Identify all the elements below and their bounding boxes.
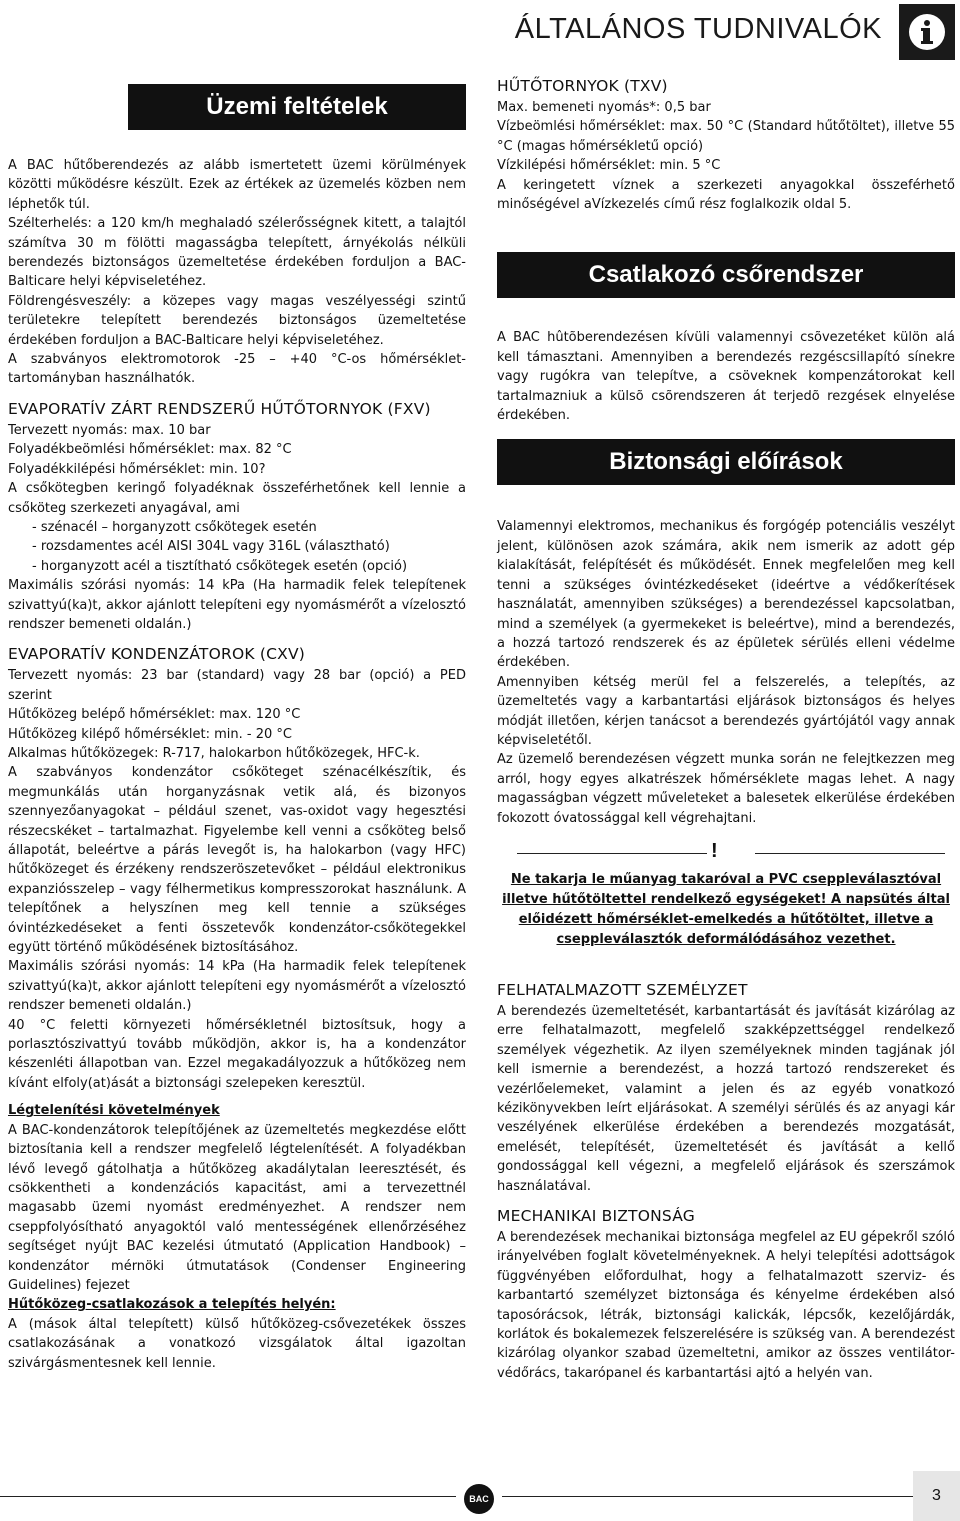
safety-paragraph-1: Valamennyi elektromos, mechanikus és forgógép potenciális veszélyt jelent, különösen azok számára, akik nem ismerik az adott gép kialakítását, felépítését és működését. Ennek megfelelően meg kell tenni a szükséges óvintézkedéseket (ideértve a védőkerítések használatát, amennyiben szükséges) a berendezéssel kapcsolatban, mind a személyek (a gyermekeket is beleértve), mind a berendezés, a hozzá tartozó rendszerek és az épületek sérülés elleni védelme érdekében.	[497, 519, 955, 671]
cxv-line-4: Alkalmas hűtőközegek: R-717, halokarbon hűtőközegek, HFC-k.	[8, 745, 420, 761]
cxv-line-1: Tervezett nyomás: 23 bar (standard) vagy 28 bar (opció) a PED szerint	[8, 668, 466, 703]
txv-heading: HŰTŐTORNYOK (TXV)	[497, 77, 668, 95]
fxv-line-1: Tervezett nyomás: max. 10 bar	[8, 422, 211, 438]
motors-paragraph: A szabványos elektromotorok -25 – +40 °C-os hőmérséklet-tartományban használhatók.	[8, 352, 466, 387]
mechanical-safety-paragraph: A berendezések mechanikai biztonsága megfelel az EU gépekről szóló irányelvében foglalt követelményeknek. A helyi telepítési adottságok függvényében előfordulhat, hogy a felhatalmazott szerviz- és karbantartó személyzet biztonsága és kényelme érdekében alsó taposórácsok, létrák, biztonsági kalickák, lépcsők, kezelőjárdák, korlátok és bokalemezek felszerelésére is szükség van. A berendezést kizárólag olyankor szabad üzemeltetni, amikor az összes ventilátor-védőrács, takarópanel és karbantartási ajtó a helyén van.	[497, 1230, 955, 1381]
section-heading-operating-conditions: Üzemi feltételek	[128, 84, 466, 130]
piping-paragraph: A BAC hûtõberendezésen kívüli valamennyi csõvezetéket külön alá kell támasztani. Amennyiben a berendezés rezgéscsillapító sínekre vagy rugókra van telepítve, a csöveknek kompenzátorokat kell tartalmazniuk a külsõ csõrendszeren át terjedõ rezgések elnyelése érdekében.	[497, 330, 955, 424]
cxv-line-3: Hűtőközeg kilépő hőmérséklet: min. - 20 °C	[8, 726, 292, 742]
right-column	[497, 76, 955, 1383]
mechanical-safety-heading: MECHANIKAI BIZTONSÁG	[497, 1207, 695, 1226]
info-icon-graphic	[907, 12, 947, 52]
wind-paragraph: Szélterhelés: a 120 km/h meghaladó szélerősségnek kitett, a talajtól számítva 30 m fölötti magasságba telepített, árnyékolás nélküli berendezés biztonságos üzemeltetése érdekében forduljon a BAC-Balticare helyi képviseletéhez.	[8, 216, 466, 290]
fxv-line-2: Folyadékbeömlési hőmérséklet: max. 82 °C	[8, 442, 292, 458]
venting-paragraph: A BAC-kondenzátorok telepítőjének az üzemeltetés megkezdése előtt biztosítania kell a rendszer megfelelő légtelenítését. A folyadékban lévő levegő gátolhatja a hűtőközeg akadálytalan leeresztését, és csökkentheti a kondenzációs kapacitást, ami a tervezettnél magasabb üzemi nyomást eredményezhet. A rendszer nem cseppfolyósítható anyagoktól való mentességének ellenőrzéséhez segítséget nyújt BAC kezelési útmutató (Application Handbook) – kondenzátor mérnöki útmutatások (Condenser Engineering Guidelines) fejezet	[8, 1122, 466, 1293]
warning-icon: !	[711, 839, 718, 862]
warning-divider	[497, 839, 955, 864]
staff-paragraph: A berendezés üzemeltetését, karbantartását és javítását kizárólag az erre felhatalmazott, megfelelő szakképzettséggel rendelkező személyek végezhetik. Az ilyen személyeknek minden tagjának jól kell ismernie a berendezést, a hozzá tartozó rendszereket és vezérlőelemeket, valamint a jelen és az egyéb vonatkozó kézikönyvekben leírt eljárásokat. A személyi sérülés és az anyagi kár veszélyének elkerülése érdekében a berendezés mozgatását, emelését, telepítését, üzemeltetését és javítását a kellő gondossággal kell végezni, a megfelelő eljárások és szerszámok használatával.	[497, 1003, 955, 1194]
info-icon	[899, 4, 955, 60]
warning-divider-right	[755, 853, 945, 854]
staff-heading: FELHATALMAZOTT SZEMÉLYZET	[497, 980, 748, 999]
left-column	[8, 76, 466, 1373]
cxv-paragraph-2: Maximális szórási nyomás: 14 kPa (Ha harmadik felek telepítenek szivattyú(ka)t, akkor ajánlott telepíteni egy nyomásmérőt a vízelosztó rendszer bemeneti oldalán.)	[8, 959, 466, 1014]
fxv-dash-2: - rozsdamentes acél AISI 304L vagy 316L (választható)	[32, 539, 390, 555]
fxv-dash-3: - horganyzott acél a tisztítható csőkötegek esetén (opció)	[32, 558, 408, 574]
fxv-paragraph-1: A csőkötegben keringő folyadéknak összeférhetőnek kell lennie a csőköteg szerkezeti anyagával, ami	[8, 481, 466, 516]
page-header-title: ÁLTALÁNOS TUDNIVALÓK	[514, 13, 882, 45]
bac-logo: BAC	[464, 1484, 494, 1514]
fxv-dash-1: - szénacél – horganyzott csőkötegek esetén	[32, 519, 317, 535]
section-heading-piping: Csatlakozó csőrendszer	[497, 252, 955, 298]
safety-paragraph-2: Amennyiben kétség merül fel a felszerelés, a telepítés, az üzemeltetés vagy a karbantartási eljárások biztonságos és helyes módját illetően, kérjen tanácsot a berendezés gyártójától vagy annak képviseletétől.	[497, 674, 955, 748]
fxv-paragraph-2: Maximális szórási nyomás: 14 kPa (Ha harmadik felek telepítenek szivattyú(ka)t, akkor ajánlott telepíteni egy nyomásmérőt a vízelosztó rendszer bemeneti oldalán.)	[8, 578, 466, 632]
venting-heading: Légtelenítési követelmények	[8, 1103, 220, 1119]
txv-line-2: Vízbeömlési hőmérséklet: max. 50 °C (Standard hűtőtöltet), illetve 55 °C (magas hőmérsékletű opció)	[497, 119, 955, 154]
page-number: 3	[913, 1471, 960, 1521]
safety-paragraph-3: Az üzemelő berendezésen végzett munka során ne felejtkezzen meg arról, hogy egyes alkatrészek hőmérséklete magas lehet. A nagy magasságban végzett műveleteket a balesetek elkerülése érdekében fokozott óvatossággal kell végrehajtani.	[497, 752, 955, 826]
footer-rule-right	[502, 1496, 913, 1497]
txv-paragraph: A keringetett víznek a szerkezeti anyagokkal összeférhető minőségével aVízkezelés című rész foglalkozik oldal 5.	[497, 177, 955, 213]
section-heading-safety: Biztonsági előírások	[497, 439, 955, 485]
connections-paragraph: A (mások által telepített) külső hűtőközeg-csővezetékek összes csatlakozásának a vonatkozó vizsgálatok által igazoltan szivárgásmentesnek kell lennie.	[8, 1316, 466, 1371]
cxv-line-2: Hűtőközeg belépő hőmérséklet: max. 120 °C	[8, 707, 301, 723]
warning-text: Ne takarja le műanyag takaróval a PVC csepplevál​asztóval illetve hűtőtöltettel rendelkező egységeket! A napsütés által előidézett hőmérséklet-emelkedés a hűtőtöltet, illetve a csepplevál​asztók deformálódásához vezethet.	[502, 871, 950, 947]
cxv-heading: EVAPORATÍV KONDENZÁTOROK (CXV)	[8, 645, 305, 664]
connections-heading: Hűtőközeg-csatlakozások a telepítés helyén:	[8, 1297, 336, 1313]
txv-line-3: Vízkilépési hőmérséklet: min. 5 °C	[497, 158, 721, 174]
cxv-paragraph-1: A szabványos kondenzátor csőköteget szénacélkészítik, és megmunkálás után horganyzásnak vetik alá, és bizonyos szennyezőanyagokat – például szenet, vas-oxidot vagy hegesztési részecskéket – tartalmazhat. Figyelembe kell venni a csőköteg belső állapotát, beleértve a párás levegőt is, ha halokarbon (vagy HFC) hűtőközeget és érzékeny rendszeröszetevőket – például elektronikus expanziósszelep – vagy félhermetikus kompresszorokat használunk. A telepítőnek a helyszínen meg kell tennie a szükséges óvintézkedéseket a fenti összetevők kondenzátor-csőkötegekkel együtt történő működésének biztosításához.	[8, 765, 466, 956]
txv-line-1: Max. bemeneti nyomás*: 0,5 bar	[497, 100, 711, 115]
warning-divider-left	[517, 853, 707, 854]
intro-paragraph: A BAC hűtőberendezés az alább ismertetett üzemi körülmények közötti működésre készült. Ezek az értékek az üzemelés közben nem léphetők túl.	[8, 158, 466, 212]
cxv-paragraph-3: 40 °C feletti környezeti hőmérsékletnél biztosítsuk, hogy a porlasztószivattyú tovább működjön, akkor is, ha a kondenzátor készenléti állapotban van. Ezzel megakadályozzuk a hűtőközeg nem kívánt elfoly(at)ását a biztonsági szelepeken keresztül.	[8, 1017, 466, 1091]
fxv-heading: EVAPORATÍV ZÁRT RENDSZERŰ HŰTŐTORNYOK (FXV)	[8, 399, 431, 418]
quake-paragraph: Földrengésveszély: a közepes vagy magas veszélyességi szintű területekre telepített berendezés biztonságos üzemeltetése érdekében forduljon a BAC-Balticare helyi képviseletéhez.	[8, 293, 466, 348]
footer-rule-left	[0, 1496, 456, 1497]
fxv-line-3: Folyadékkilépési hőmérséklet: min. 10?	[8, 461, 266, 477]
